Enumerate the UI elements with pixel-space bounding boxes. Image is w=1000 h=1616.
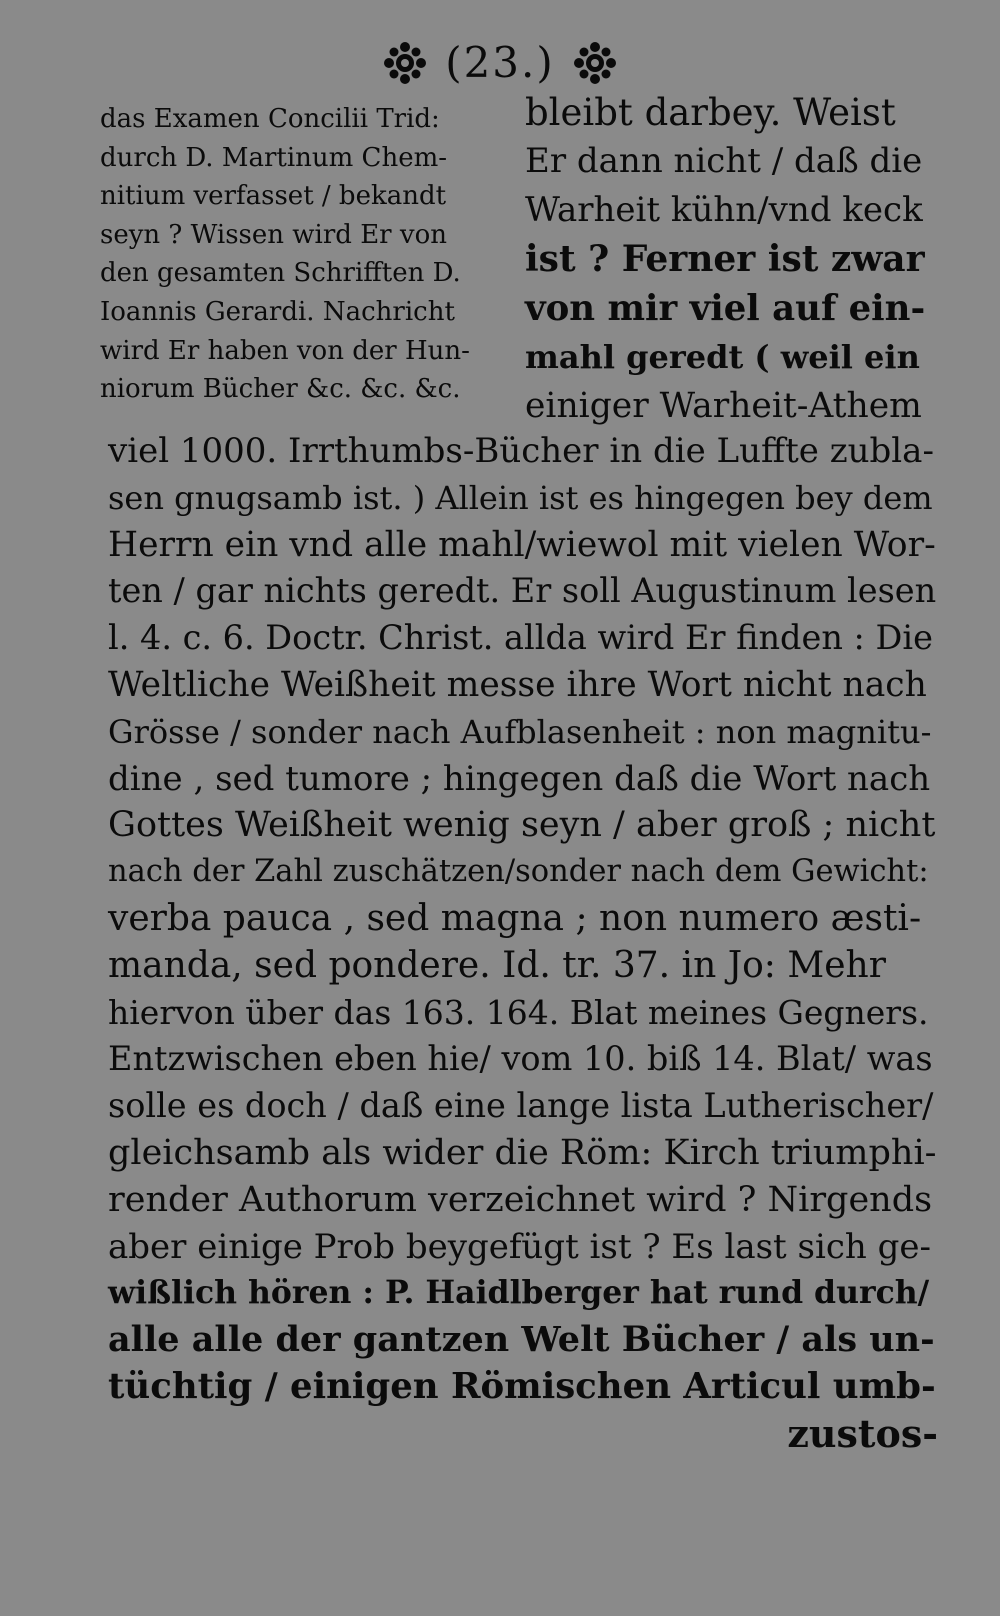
body-line: Gottes Weißheit wenig seyn / aber groß ; nicht xyxy=(108,805,936,846)
left-line: durch D. Martinum Chem- xyxy=(100,142,448,173)
body-line: wißlich hören : P. Haidlberger hat rund durch/ xyxy=(108,1274,930,1312)
right-line: Er dann nicht / daß die xyxy=(525,141,923,181)
left-line: Ioannis Gerardi. Nachricht xyxy=(100,296,455,327)
body-line: solle es doch / daß eine lange lista Lutherischer/ xyxy=(108,1086,934,1126)
left-line: wird Er haben von der Hun- xyxy=(100,335,470,366)
body-line: dine , sed tumore ; hingegen daß die Wort nach xyxy=(108,758,931,799)
page-header xyxy=(0,38,1000,87)
left-line: das Examen Concilii Trid: xyxy=(100,104,440,134)
right-line: mahl geredt ( weil ein xyxy=(525,338,920,376)
page-number: (23.) xyxy=(445,38,555,87)
body-line: viel 1000. Irrthumbs-Bücher in die Luffte zubla- xyxy=(108,431,934,471)
body-line: gleichsamb als wider die Röm: Kirch triumphi- xyxy=(108,1132,937,1173)
right-line: ist ? Ferner ist zwar xyxy=(525,238,925,280)
rosette-ornament-right xyxy=(573,41,617,85)
right-line: bleibt darbey. Weist xyxy=(525,91,896,134)
left-line: den gesamten Schrifften D. xyxy=(100,258,461,289)
body-line: Weltliche Weißheit messe ihre Wort nicht nach xyxy=(108,664,927,705)
body-line: verba pauca , sed magna ; non numero æsti- xyxy=(108,897,922,939)
right-line: Warheit kühn/vnd keck xyxy=(525,190,923,230)
body-line: manda, sed pondere. Id. tr. 37. in Jo: Mehr xyxy=(108,944,886,986)
left-line: niorum Bücher &c. &c. &c. xyxy=(100,374,461,405)
left-line: nitium verfasset / bekandt xyxy=(100,181,447,212)
body-line: render Authorum verzeichnet wird ? Nirgends xyxy=(108,1179,933,1220)
catchword: zustos- xyxy=(787,1410,938,1456)
body-line: Grösse / sonder nach Aufblasenheit : non magnitu- xyxy=(108,712,932,751)
body-line: Herrn ein vnd alle mahl/wiewol mit vielen Wor- xyxy=(108,524,936,565)
body-line: aber einige Prob beygefügt ist ? Es last sich ge- xyxy=(108,1226,931,1267)
body-line: tüchtig / einigen Römischen Articul umb- xyxy=(108,1365,936,1407)
right-line: von mir viel auf ein- xyxy=(525,288,926,329)
left-line: seyn ? Wissen wird Er von xyxy=(100,219,447,250)
right-line: einiger Warheit-Athem xyxy=(525,386,922,426)
body-line: nach der Zahl zuschätzen/sonder nach dem Gewicht: xyxy=(108,854,929,890)
body-line: sen gnugsamb ist. ) Allein ist es hingegen bey dem xyxy=(108,478,933,517)
rosette-ornament-left xyxy=(383,41,427,85)
main-body-text xyxy=(108,428,938,1458)
body-line: l. 4. c. 6. Doctr. Christ. allda wird Er finden : Die xyxy=(108,618,933,658)
body-line: alle alle der gantzen Welt Bücher / als un- xyxy=(108,1319,935,1361)
body-line: Entzwischen eben hie/ vom 10. biß 14. Blat/ was xyxy=(108,1039,933,1079)
body-line: ten / gar nichts geredt. Er soll Augustinum lesen xyxy=(108,571,937,611)
left-column-note xyxy=(100,100,505,409)
body-line: hiervon über das 163. 164. Blat meines Gegners. xyxy=(108,992,929,1032)
right-column-text xyxy=(525,88,925,431)
